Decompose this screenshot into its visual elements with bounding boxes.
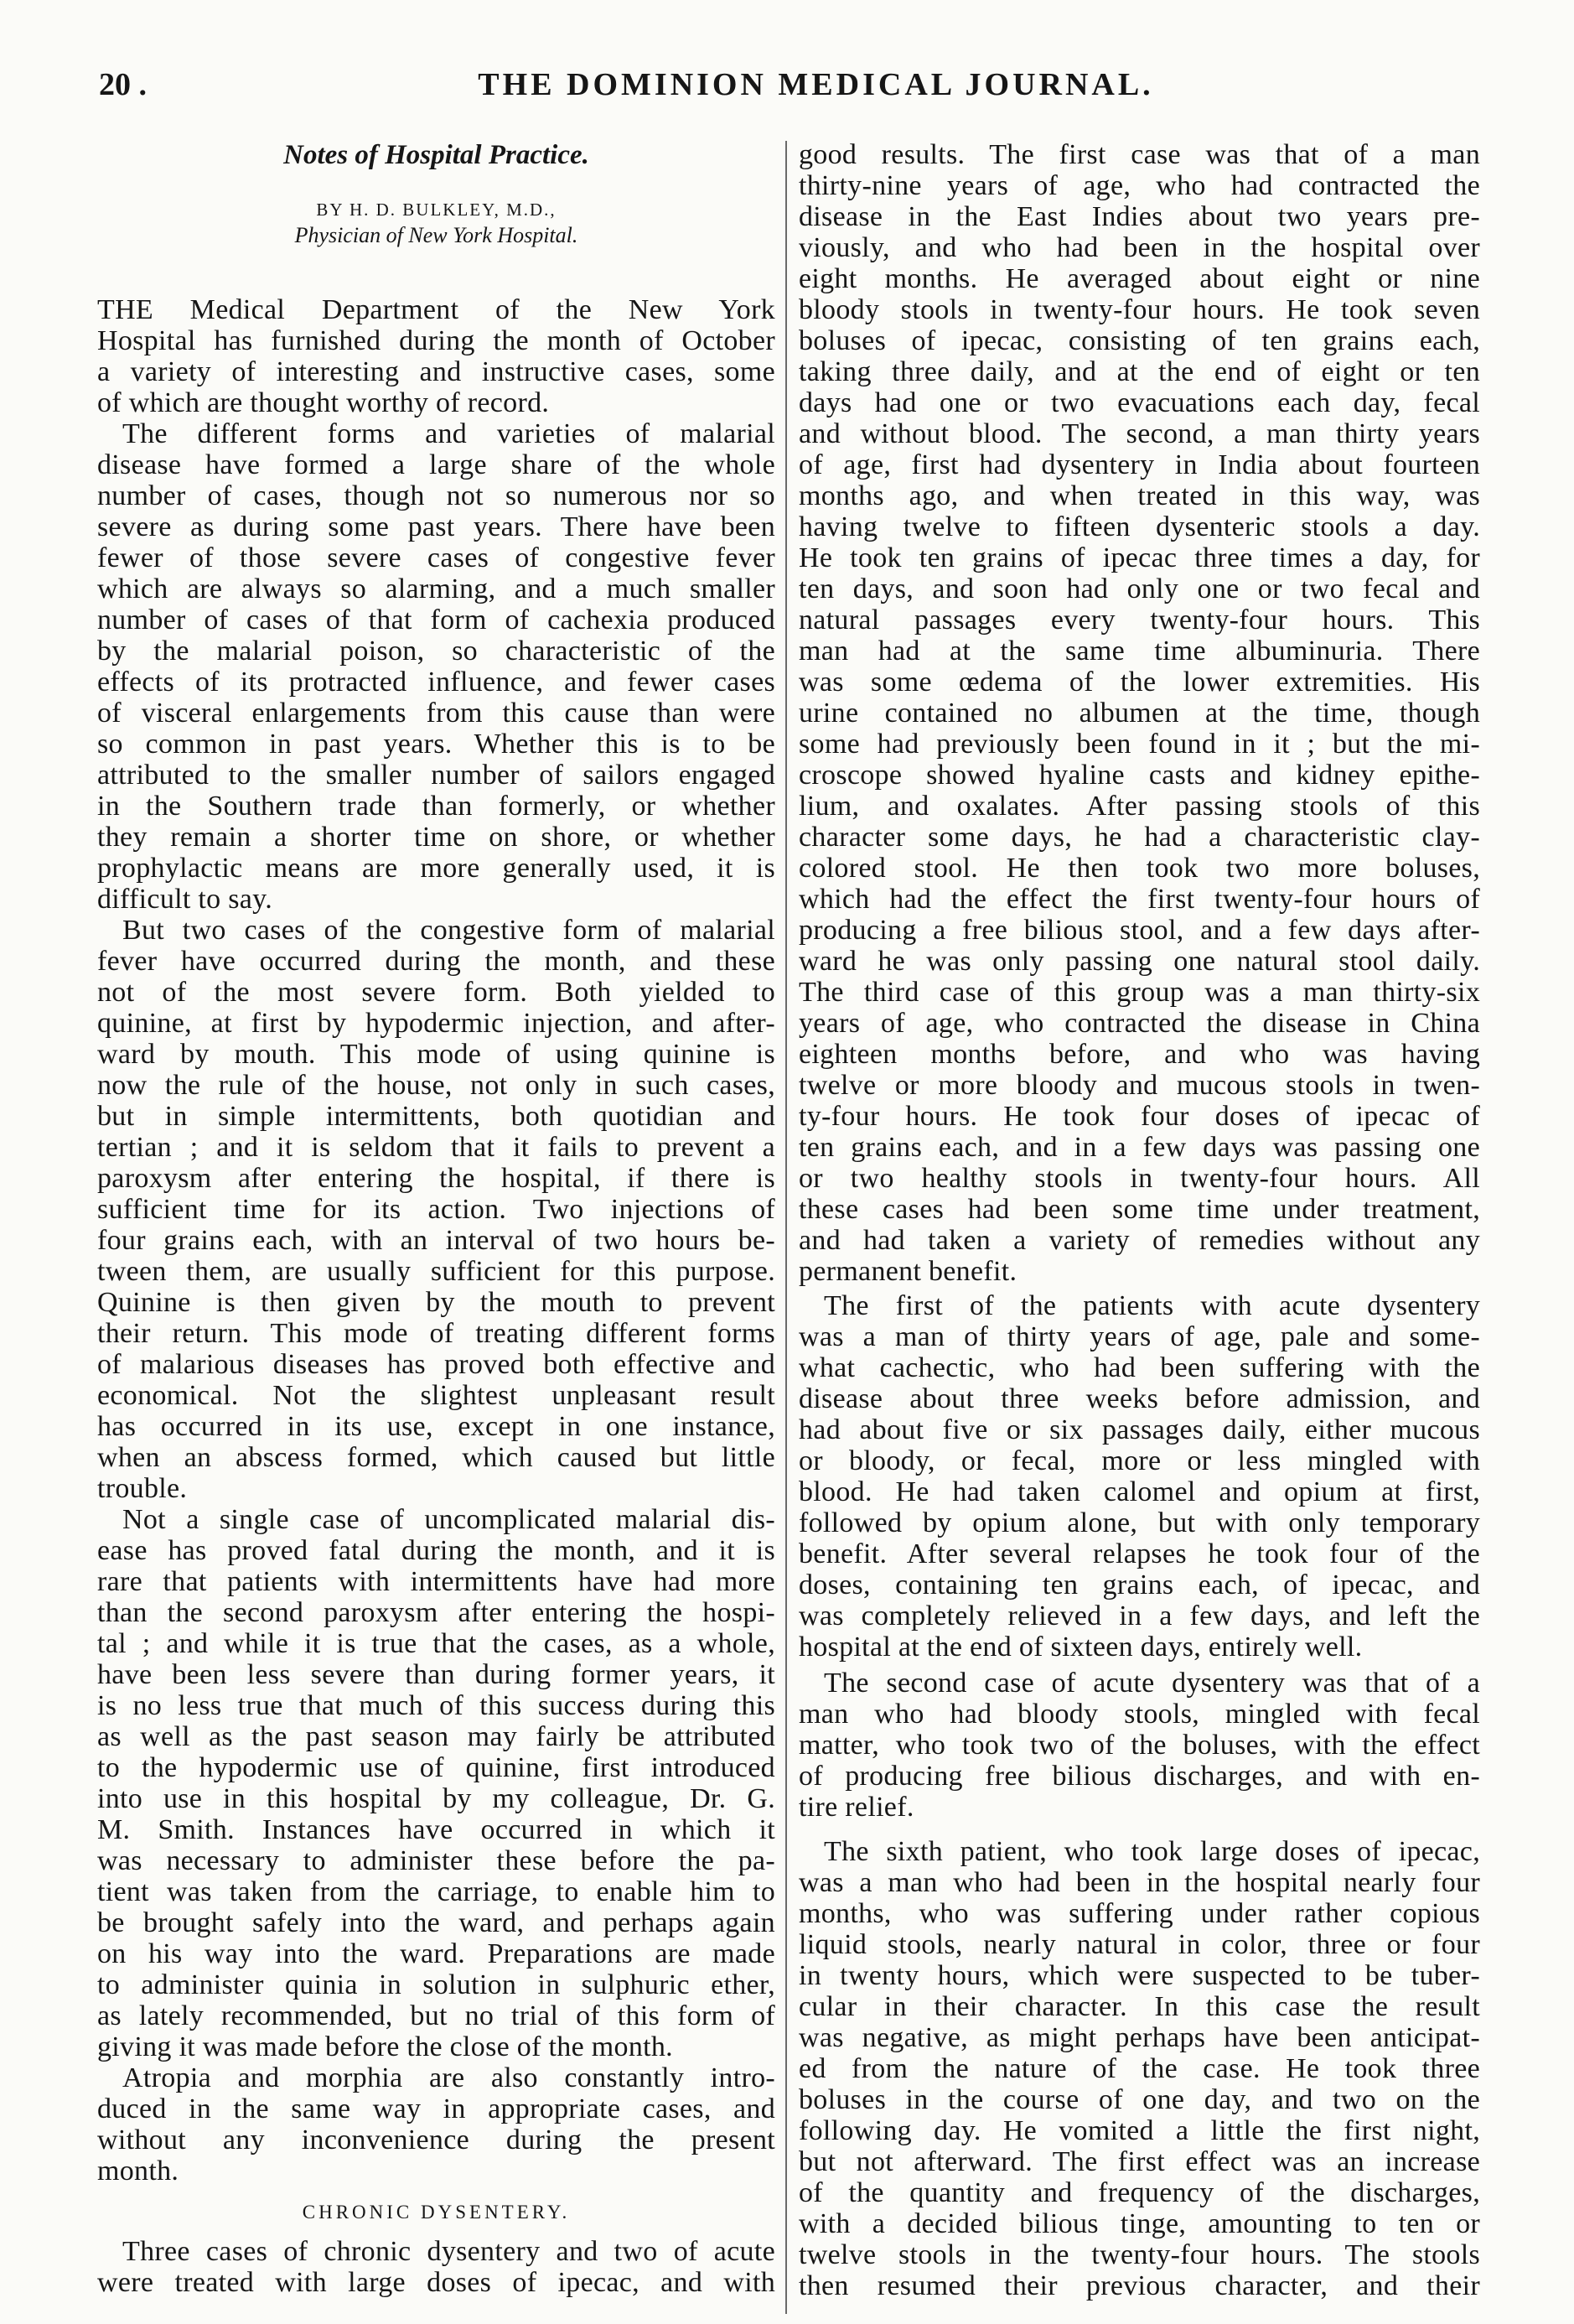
text-line: thirty-nine years of age, who had contracted the: [799, 170, 1480, 201]
text-line: when an abscess formed, which caused but little: [97, 1442, 775, 1473]
text-line: to administer quinia in solution in sulphuric ether,: [97, 1969, 775, 2000]
text-line: was completely relieved in a few days, and left the: [799, 1600, 1480, 1631]
text-line: viously, and who had been in the hospital over: [799, 232, 1480, 263]
text-line: ten days, and soon had only one or two fecal and: [799, 573, 1480, 604]
text-line: was necessary to administer these before the pa-: [97, 1845, 775, 1876]
article-title: Notes of Hospital Practice.: [283, 140, 589, 170]
text-line: their return. This mode of treating different forms: [97, 1318, 775, 1349]
text-line: doses, containing ten grains each, of ipecac, and: [799, 1569, 1480, 1600]
text-line: or two healthy stools in twenty-four hours. All: [799, 1163, 1480, 1194]
text-line: prophylactic means are more generally used, it is: [97, 853, 775, 884]
text-line: urine contained no albumen at the time, though: [799, 698, 1480, 729]
text-line: hospital at the end of sixteen days, entirely well.: [799, 1631, 1363, 1663]
text-line: not of the most severe form. Both yielded to: [97, 977, 775, 1008]
paragraph: [97, 418, 775, 915]
text-line: But two cases of the congestive form of malarial: [122, 915, 775, 946]
text-line: permanent benefit.: [799, 1256, 1017, 1287]
text-line: The different forms and varieties of malarial: [122, 418, 775, 449]
column-divider: [785, 141, 787, 2314]
journal-title: THE DOMINION MEDICAL JOURNAL.: [478, 67, 1154, 102]
text-line: so common in past years. Whether this is to be: [97, 729, 775, 760]
text-line: or bloody, or fecal, more or less mingled with: [799, 1445, 1480, 1476]
text-line: effects of its protracted influence, and fewer cases: [97, 667, 775, 698]
text-line: than the second paroxysm after entering the hospi-: [97, 1597, 775, 1628]
left-column: [97, 137, 775, 2298]
text-line: have been less severe than during former years, it: [97, 1659, 775, 1690]
text-line: The sixth patient, who took large doses of ipecac,: [824, 1836, 1480, 1867]
text-line: months, who was suffering under rather copious: [799, 1898, 1480, 1929]
paragraph: [799, 1290, 1480, 1663]
text-line: of the quantity and frequency of the discharges,: [799, 2177, 1480, 2208]
text-line: benefit. After several relapses he took four of the: [799, 1538, 1480, 1569]
text-line: man had at the same time albuminuria. There: [799, 635, 1480, 667]
text-line: tient was taken from the carriage, to enable him to: [97, 1876, 775, 1907]
text-line: cular in their character. In this case the result: [799, 1991, 1480, 2022]
text-line: twelve or more bloody and mucous stools in twen-: [799, 1070, 1480, 1101]
text-line: has occurred in its use, except in one instance,: [97, 1411, 775, 1442]
text-line: was some œdema of the lower extremities. His: [799, 667, 1480, 698]
text-line: what cachectic, who had been suffering with the: [799, 1352, 1480, 1383]
text-line: then resumed their previous character, and their: [799, 2270, 1480, 2301]
text-line: disease have formed a large share of the whole: [97, 449, 775, 480]
text-line: ease has proved fatal during the month, and it is: [97, 1535, 775, 1566]
text-line: tal ; and while it is true that the cases, as a whole,: [97, 1628, 775, 1659]
text-line: Hospital has furnished during the month of October: [97, 325, 775, 356]
text-line: these cases had been some time under treatment,: [799, 1194, 1480, 1225]
text-line: attributed to the smaller number of sailors engaged: [97, 760, 775, 791]
text-line: sufficient time for its action. Two injections of: [97, 1194, 775, 1225]
text-line: man who had bloody stools, mingled with fecal: [799, 1699, 1480, 1730]
text-line: following day. He vomited a little the first night,: [799, 2115, 1480, 2146]
text-line: lium, and oxalates. After passing stools of this: [799, 791, 1480, 822]
text-line: taking three daily, and at the end of eight or ten: [799, 356, 1480, 387]
text-line: of age, first had dysentery in India about fourteen: [799, 449, 1480, 480]
author-byline: BY H. D. BULKLEY, M.D.,: [316, 200, 557, 220]
text-line: Not a single case of uncomplicated malarial dis-: [122, 1504, 775, 1535]
text-line: month.: [97, 2155, 179, 2187]
text-line: to the hypodermic use of quinine, first introduced: [97, 1752, 775, 1783]
section-heading: CHRONIC DYSENTERY.: [302, 2202, 571, 2223]
text-line: The first of the patients with acute dysentery: [824, 1290, 1480, 1321]
text-line: but not afterward. The first effect was an increase: [799, 2146, 1480, 2177]
text-line: with a decided bilious tinge, amounting to ten or: [799, 2208, 1480, 2239]
text-line: into use in this hospital by my colleague, Dr. G.: [97, 1783, 775, 1814]
text-line: was a man of thirty years of age, pale and some-: [799, 1321, 1480, 1352]
text-line: of producing free bilious discharges, and with en-: [799, 1761, 1480, 1792]
text-line: fever have occurred during the month, and these: [97, 946, 775, 977]
paragraph: [97, 2236, 775, 2298]
right-column: [799, 139, 1480, 2301]
text-line: THE Medical Department of the New York: [97, 294, 775, 325]
text-line: of malarious diseases has proved both effective and: [97, 1349, 775, 1380]
text-line: which had the effect the first twenty-four hours of: [799, 884, 1480, 915]
text-line: liquid stools, nearly natural in color, three or four: [799, 1929, 1480, 1960]
text-line: but in simple intermittents, both quotidian and: [97, 1101, 775, 1132]
text-line: severe as during some past years. There have been: [97, 511, 775, 542]
paragraph: [799, 1668, 1480, 1823]
text-line: colored stool. He then took two more boluses,: [799, 853, 1480, 884]
text-line: He took ten grains of ipecac three times a day, for: [799, 542, 1480, 573]
text-line: of which are thought worthy of record.: [97, 387, 550, 418]
text-line: as lately recommended, but no trial of this form of: [97, 2000, 775, 2031]
text-line: paroxysm after entering the hospital, if there is: [97, 1163, 775, 1194]
text-line: without any inconvenience during the present: [97, 2124, 775, 2155]
paragraph: [799, 139, 1480, 1287]
text-line: had about five or six passages daily, either mucous: [799, 1414, 1480, 1445]
text-line: of visceral enlargements from this cause than were: [97, 698, 775, 729]
text-line: bloody stools in twenty-four hours. He took seven: [799, 294, 1480, 325]
text-line: and without blood. The second, a man thirty years: [799, 418, 1480, 449]
text-line: and had taken a variety of remedies without any: [799, 1225, 1480, 1256]
text-line: a variety of interesting and instructive cases, some: [97, 356, 775, 387]
text-line: disease about three weeks before admission, and: [799, 1383, 1480, 1414]
text-line: giving it was made before the close of the month.: [97, 2031, 673, 2062]
text-line: be brought safely into the ward, and perhaps again: [97, 1907, 775, 1938]
text-line: M. Smith. Instances have occurred in which it: [97, 1814, 775, 1845]
text-line: were treated with large doses of ipecac, and with: [97, 2267, 775, 2298]
text-line: number of cases, though not so numerous nor so: [97, 480, 775, 511]
text-line: having twelve to fifteen dysenteric stools a day.: [799, 511, 1480, 542]
text-line: boluses of ipecac, consisting of ten grains each,: [799, 325, 1480, 356]
paragraph: [97, 2062, 775, 2187]
text-line: boluses in the course of one day, and two on the: [799, 2084, 1480, 2115]
text-line: ed from the nature of the case. He took three: [799, 2053, 1480, 2084]
text-line: eight months. He averaged about eight or nine: [799, 263, 1480, 294]
text-line: ward he was only passing one natural stool daily.: [799, 946, 1480, 977]
text-line: number of cases of that form of cachexia produced: [97, 604, 775, 635]
text-line: Quinine is then given by the mouth to prevent: [97, 1287, 775, 1318]
text-line: in the Southern trade than formerly, or whether: [97, 791, 775, 822]
text-line: years of age, who contracted the disease in China: [799, 1008, 1480, 1039]
text-line: trouble.: [97, 1473, 188, 1504]
text-line: croscope showed hyaline casts and kidney epithe-: [799, 760, 1480, 791]
text-line: producing a free bilious stool, and a few days after-: [799, 915, 1480, 946]
text-line: blood. He had taken calomel and opium at first,: [799, 1476, 1480, 1507]
text-line: natural passages every twenty-four hours. This: [799, 604, 1480, 635]
text-line: difficult to say.: [97, 884, 273, 915]
text-line: fewer of those severe cases of congestive fever: [97, 542, 775, 573]
text-line: by the malarial poison, so characteristic of the: [97, 635, 775, 667]
text-line: matter, who took two of the boluses, with the effect: [799, 1730, 1480, 1761]
text-line: ty-four hours. He took four doses of ipecac of: [799, 1101, 1480, 1132]
text-line: tertian ; and it is seldom that it fails to prevent a: [97, 1132, 775, 1163]
text-line: days had one or two evacuations each day, fecal: [799, 387, 1480, 418]
text-line: economical. Not the slightest unpleasant result: [97, 1380, 775, 1411]
paragraph: [97, 1504, 775, 2062]
text-line: four grains each, with an interval of two hours be-: [97, 1225, 775, 1256]
text-line: ward by mouth. This mode of using quinine is: [97, 1039, 775, 1070]
text-line: The third case of this group was a man thirty-six: [799, 977, 1480, 1008]
text-line: months ago, and when treated in this way, was: [799, 480, 1480, 511]
text-line: tire relief.: [799, 1792, 914, 1823]
author-affiliation: Physician of New York Hospital.: [294, 223, 578, 247]
text-line: Three cases of chronic dysentery and two of acute: [122, 2236, 775, 2267]
text-line: good results. The first case was that of a man: [799, 139, 1480, 170]
text-line: followed by opium alone, but with only temporary: [799, 1507, 1480, 1538]
text-line: was a man who had been in the hospital nearly four: [799, 1867, 1480, 1898]
text-line: quinine, at first by hypodermic injection, and after-: [97, 1008, 775, 1039]
text-line: is no less true that much of this success during this: [97, 1690, 775, 1721]
paragraph: [97, 915, 775, 1504]
text-line: character some days, he had a characteristic clay-: [799, 822, 1480, 853]
text-line: twelve stools in the twenty-four hours. The stools: [799, 2239, 1480, 2270]
paragraph: [799, 1836, 1480, 2301]
text-line: duced in the same way in appropriate cases, and: [97, 2093, 775, 2124]
text-line: tween them, are usually sufficient for this purpose.: [97, 1256, 775, 1287]
text-line: which are always so alarming, and a much smaller: [97, 573, 775, 604]
text-line: eighteen months before, and who was having: [799, 1039, 1480, 1070]
text-line: The second case of acute dysentery was that of a: [824, 1668, 1480, 1699]
text-line: ten grains each, and in a few days was passing one: [799, 1132, 1480, 1163]
text-line: now the rule of the house, not only in such cases,: [97, 1070, 775, 1101]
text-line: they remain a shorter time on shore, or whether: [97, 822, 775, 853]
paragraph: [97, 294, 775, 418]
text-line: in twenty hours, which were suspected to be tuber-: [799, 1960, 1480, 1991]
text-line: Atropia and morphia are also constantly intro-: [122, 2062, 775, 2093]
text-line: on his way into the ward. Preparations are made: [97, 1938, 775, 1969]
text-line: rare that patients with intermittents have had more: [97, 1566, 775, 1597]
text-line: as well as the past season may fairly be attributed: [97, 1721, 775, 1752]
page-number: 20 .: [99, 67, 147, 102]
text-line: was negative, as might perhaps have been anticipat-: [799, 2022, 1480, 2053]
text-line: some had previously been found in it ; but the mi-: [799, 729, 1480, 760]
text-line: disease in the East Indies about two years pre-: [799, 201, 1480, 232]
